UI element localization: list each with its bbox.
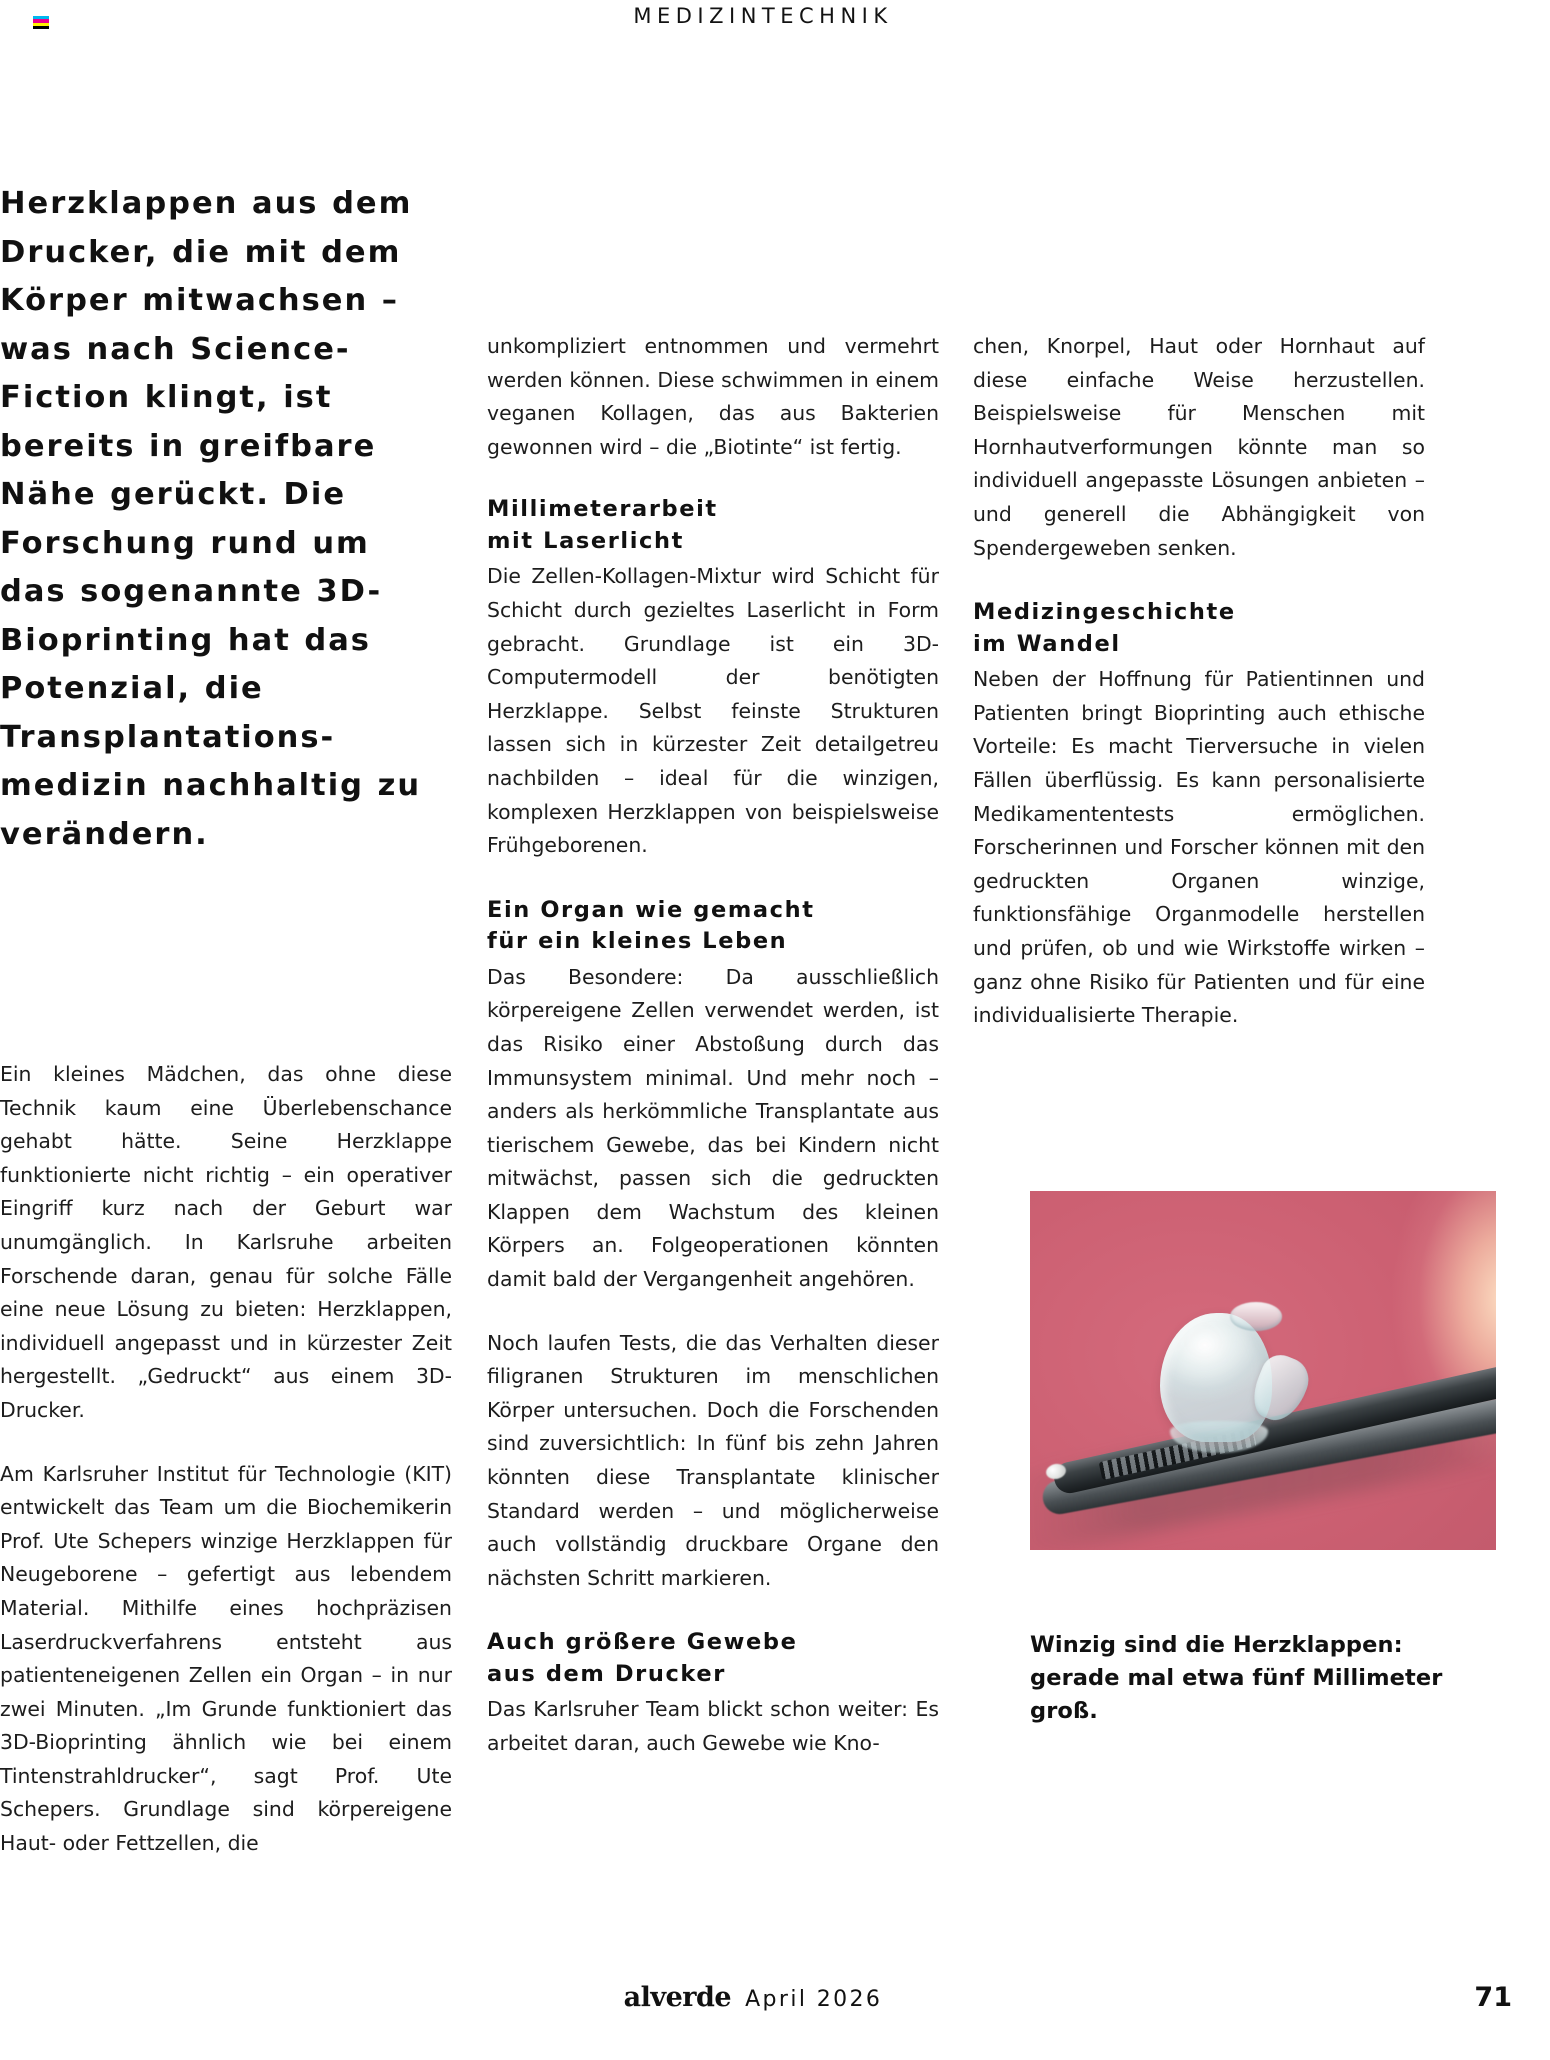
subheading-medizingeschichte: Medizingeschichte im Wandel xyxy=(973,599,1236,657)
column-2-body xyxy=(487,330,939,1761)
paragraph: Am Karlsruher Institut für Technologie (KIT) entwickelt das Team um die Biochemikerin Prof. Ute Schepers winzige Herzklappen für Neugeborene – gefertigt aus lebendem Material. Mithilfe eines hochpräzisen Laserdruckverfahrens entsteht aus patienteneigenen Zellen ein Organ – in nur zwei Minuten. „Im Grunde funktioniert das 3D-Bioprinting ähnlich wie bei einem Tintenstrahldrucker“, sagt Prof. Ute Schepers. Grundlage sind körpereigene Haut- oder Fettzellen, die xyxy=(0,1461,452,1856)
running-head xyxy=(0,0,1550,40)
paragraph: Die Zellen-Kollagen-Mixtur wird Schicht für Schicht durch gezieltes Laserlicht in Form gebracht. Grundlage ist ein 3D-Computermodell der benötigten Herzklappe. Selbst feinste Strukturen lassen sich in kürzester Zeit detailgetreu nachbilden – ideal für die winzigen, komplexen Herzklappen von beispielsweise Frühgeborenen. xyxy=(487,564,939,858)
article-headline: Herzklappen aus dem Drucker, die mit dem Körper mitwachsen – was nach Science-Fiction klingt, ist bereits in greifbare Nähe gerückt. Die Forschung rund um das sogenannte 3D-Bioprinting hat das Potenzial, die Transplantations-medizin nachhaltig zu verändern. xyxy=(0,186,422,852)
magazine-brand: alverde xyxy=(623,1982,732,2013)
subheading-millimeterarbeit: Millimeterarbeit mit Laserlicht xyxy=(487,496,718,554)
section-kicker: MEDIZINTECHNIK xyxy=(633,4,893,28)
paragraph: unkompliziert entnommen und vermehrt werden können. Diese schwimmen in einem veganen Kollagen, das aus Bakterien gewonnen wird – die „Biotinte“ ist fertig. xyxy=(487,334,939,459)
heart-valve-photo-image xyxy=(1030,1191,1496,1550)
valve-lip xyxy=(1230,1302,1281,1331)
column-1-body xyxy=(0,1058,452,1861)
page-number: 71 xyxy=(1474,1982,1512,2013)
subheading-ein-organ: Ein Organ wie gemacht für ein kleines Leben xyxy=(487,896,815,955)
subheading-auch-groessere-gewebe: Auch größere Gewebe aus dem Drucker xyxy=(487,1629,798,1687)
paragraph: chen, Knorpel, Haut oder Hornhaut auf diese einfache Weise herzustellen. Beispielsweise für Menschen mit Hornhautverformungen könnte man so individuell angepasste Lösungen anbieten – und generell die Abhängigkeit von Spendergeweben senken. xyxy=(973,334,1425,560)
issue-date: April 2026 xyxy=(745,1987,883,2012)
paragraph: Noch laufen Tests, die das Verhalten dieser filigranen Strukturen im menschlichen Körper untersuchen. Doch die Forschenden sind zuversichtlich: In fünf bis zehn Jahren könnten diese Transplantate klinischer Standard werden – und möglicherweise auch vollständig druckbare Organe den nächsten Schritt markieren. xyxy=(487,1330,939,1590)
photo-caption: Winzig sind die Herzklappen: gerade mal etwa fünf Millimeter groß. xyxy=(1030,1632,1443,1724)
printed-heart-valve xyxy=(1160,1313,1272,1442)
paragraph: Neben der Hoffnung für Patientinnen und Patienten bringt Bioprinting auch ethische Vorteile: Es macht Tierversuche in vielen Fällen überflüssig. Es kann personalisierte Medikamententests ermöglichen. Forscherinnen und Forscher können mit den gedruckten Organen winzige, funktionsfähige Organmodelle herstellen und prüfen, ob und wie Wirkstoffe wirken – ganz ohne Risiko für Patienten und für eine individualisierte Therapie. xyxy=(973,667,1425,1028)
paragraph: Ein kleines Mädchen, das ohne diese Technik kaum eine Überlebenschance gehabt hätte. Seine Herzklappe funktionierte nicht richtig – ein operativer Eingriff kurz nach der Geburt war unumgänglich. In Karlsruhe arbeiten Forschende daran, genau für solche Fälle eine neue Lösung zu bieten: Herzklappen, individuell angepasst und in kürzester Zeit hergestellt. „Gedruckt“ aus einem 3D-Drucker. xyxy=(0,1062,452,1422)
page-footer xyxy=(0,1982,1550,2022)
footer-center-group xyxy=(0,1982,1528,2013)
article-photo xyxy=(1030,1191,1496,1550)
column-3-body xyxy=(973,330,1425,1033)
paragraph: Das Karlsruher Team blickt schon weiter: Es arbeitet daran, auch Gewebe wie Kno- xyxy=(487,1697,939,1755)
paragraph: Das Besondere: Da ausschließlich körpereigene Zellen verwendet werden, ist das Risiko einer Abstoßung durch das Immunsystem minimal. Und mehr noch – anders als herkömmliche Transplantate aus tierischem Gewebe, das bei Kindern nicht mitwächst, passen sich die gedruckten Klappen dem Wachstum des kleinen Körpers an. Folgeoperationen könnten damit bald der Vergangenheit angehören. xyxy=(487,964,939,1292)
